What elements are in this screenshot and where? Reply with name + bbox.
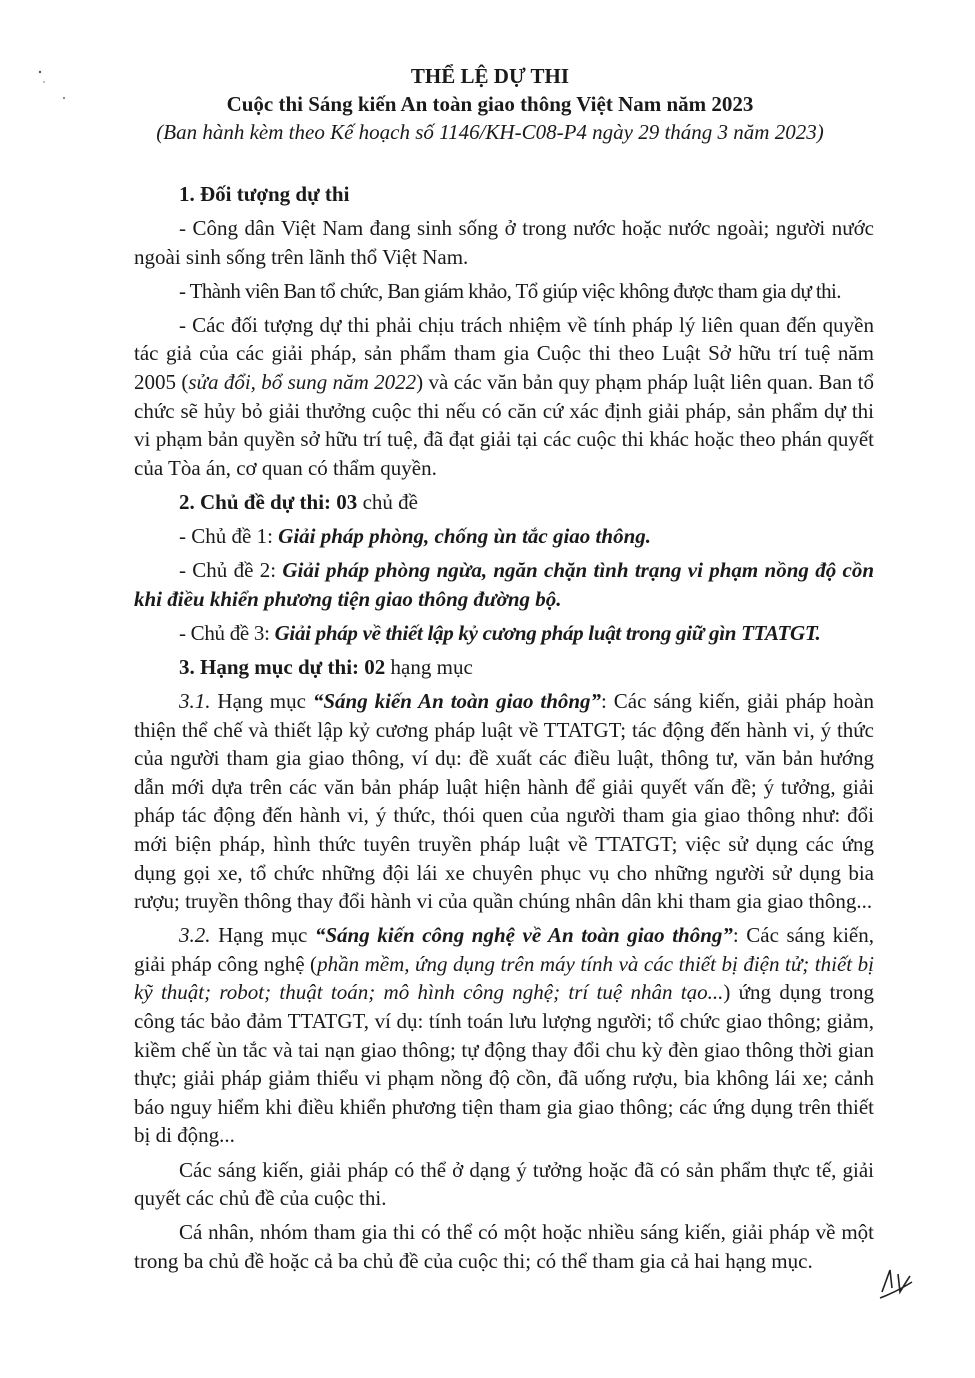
text-run: Hạng mục [210, 689, 313, 713]
category-item [134, 921, 874, 1150]
signature-initials [876, 1262, 916, 1302]
topic-item [134, 619, 874, 648]
text-run: Hạng mục [210, 923, 315, 948]
topic-value: Giải pháp phòng, chống ùn tắc giao thông. [278, 524, 651, 549]
topic-label: - Chủ đề 3: [179, 620, 275, 645]
topic-value: Giải pháp về thiết lập kỷ cương pháp luật trong giữ gìn TTATGT. [274, 620, 821, 645]
topic-value: Giải pháp phòng ngừa, ngăn chặn tình trạng vi phạm nồng độ cồn khi điều khiển phương tiện giao thông đường bộ. [134, 558, 874, 611]
topic-label: - Chủ đề 1: [179, 524, 279, 549]
category-number: 3.2. [179, 923, 211, 948]
issuance-note: (Ban hành kèm theo Kế hoạch số 1146/KH-C08-P4 ngày 29 tháng 3 năm 2023) [156, 120, 824, 144]
text-run: : Các sáng kiến, giải pháp công nghệ ( [134, 923, 874, 976]
category-name: “Sáng kiến An toàn giao thông” [312, 689, 602, 713]
paragraph [134, 311, 874, 483]
document-header [100, 62, 880, 146]
heading-rest: chủ đề [357, 489, 418, 514]
topic-label: - Chủ đề 2: [179, 558, 283, 583]
category-item [134, 687, 874, 916]
heading-bold: 3. Hạng mục dự thi: 02 [179, 654, 386, 679]
text-run: : Các sáng kiến, giải pháp hoàn thiện thể chế và thiết lập kỷ cương pháp luật về TTATGT; tác động đến hành vi, ý thức của người tham gia giao thông, ví dụ: đề xuất các điều luật, thông tư, văn bản hướng dẫn mới dựa trên các văn bản pháp luật hiện hành để giải quyết vấn đề; ý tưởng, giải pháp tác động đến hành vi, ý thức, thói quen của người tham gia giao thông như: đổi mới biện pháp, hình thức tuyên truyền pháp luật về TTATGT; việc sử dụng các ứng dụng gọi xe, tổ chức những đội lái xe chuyên phục vụ cho những người sử dụng bia rượu; truyền thông thay đổi hành vi của quần chúng nhân dân khi tham gia giao thông... [134, 689, 874, 914]
heading-rest: hạng mục [385, 654, 473, 679]
topic-item [134, 556, 874, 613]
paragraph: Cá nhân, nhóm tham gia thi có thể có một hoặc nhiều sáng kiến, giải pháp về một trong ba chủ đề hoặc cả ba chủ đề của cuộc thi; có thể tham gia cả hai hạng mục. [134, 1220, 874, 1273]
text-run: ) và các văn bản quy phạm pháp luật liên quan. Ban tổ chức sẽ hủy bỏ giải thưởng cuộc thi nếu có căn cứ xác định giải pháp, sản phẩm dự thi vi phạm bản quyền sở hữu trí tuệ, đã đạt giải tại các cuộc thi khác hoặc theo phán quyết của Tòa án, cơ quan có thẩm quyền. [134, 370, 874, 480]
category-number: 3.1. [179, 689, 211, 713]
document-body [134, 180, 874, 1281]
paragraph: - Thành viên Ban tổ chức, Ban giám khảo, Tổ giúp việc không được tham gia dự thi. [179, 278, 841, 303]
heading-bold: 2. Chủ đề dự thi: 03 [179, 489, 358, 514]
topic-item [134, 522, 874, 551]
text-run: ) ứng dụng trong công tác bảo đảm TTATGT, ví dụ: tính toán lưu lượng người; tổ chức giao thông; giảm, kiềm chế ùn tắc và tai nạn giao thông; tự động thay đổi chu kỳ đèn giao thông thời gian thực; giải pháp giảm thiểu vi phạm nồng độ cồn, đã uống rượu, bia không lái xe; cảnh báo nguy hiểm khi điều khiển phương tiện tham gia giao thông; các ứng dụng trên thiết bị di động... [134, 980, 874, 1148]
section-heading-2 [134, 488, 874, 517]
paragraph: - Công dân Việt Nam đang sinh sống ở trong nước hoặc nước ngoài; người nước ngoài sinh sống trên lãnh thổ Việt Nam. [134, 216, 874, 269]
section-heading-1: 1. Đối tượng dự thi [179, 182, 350, 206]
document-subtitle: Cuộc thi Sáng kiến An toàn giao thông Việt Nam năm 2023 [226, 92, 754, 116]
text-run: - Các đối tượng dự thi phải chịu trách nhiệm về tính pháp lý liên quan đến quyền tác giả của các giải pháp, sản phẩm tham gia Cuộc thi theo Luật Sở hữu trí tuệ năm 2005 ( [134, 312, 874, 395]
category-name: “Sáng kiến công nghệ về An toàn giao thông” [314, 923, 733, 948]
document-title: THỂ LỆ DỰ THI [410, 64, 570, 88]
section-heading-3 [134, 653, 874, 682]
italic-run: sửa đổi, bổ sung năm 2022 [188, 370, 417, 395]
italic-run: phần mềm, ứng dụng trên máy tính và các thiết bị điện tử; thiết bị kỹ thuật; robot; thuật toán; mô hình công nghệ; trí tuệ nhân tạo... [134, 951, 874, 1005]
paragraph: Các sáng kiến, giải pháp có thể ở dạng ý tưởng hoặc đã có sản phẩm thực tế, giải quyết các chủ đề của cuộc thi. [134, 1157, 874, 1211]
